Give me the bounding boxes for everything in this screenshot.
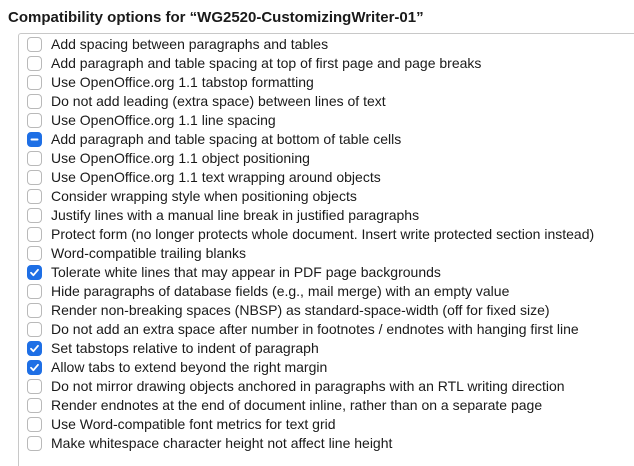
option-label: Render non-breaking spaces (NBSP) as standard-space-width (off for fixed size) [51, 302, 550, 318]
option-row[interactable] [19, 92, 634, 111]
option-row[interactable] [19, 263, 634, 282]
option-label: Do not add an extra space after number in footnotes / endnotes with hanging first line [51, 321, 579, 337]
option-label: Hide paragraphs of database fields (e.g., mail merge) with an empty value [51, 283, 510, 299]
option-row[interactable] [19, 111, 634, 130]
option-row[interactable] [19, 54, 634, 73]
option-row[interactable] [19, 168, 634, 187]
option-checkbox[interactable] [27, 113, 42, 128]
option-label: Do not mirror drawing objects anchored in paragraphs with an RTL writing direction [51, 378, 565, 394]
option-checkbox[interactable] [27, 417, 42, 432]
section-title: Compatibility options for “WG2520-CustomizingWriter-01” [8, 9, 424, 26]
option-checkbox[interactable] [27, 56, 42, 71]
option-checkbox[interactable] [27, 436, 42, 451]
option-label: Consider wrapping style when positioning objects [51, 188, 357, 204]
option-row[interactable] [19, 206, 634, 225]
option-checkbox-checked[interactable] [27, 360, 42, 375]
option-label: Use OpenOffice.org 1.1 object positioning [51, 150, 310, 166]
option-label: Add paragraph and table spacing at top of first page and page breaks [51, 55, 482, 71]
minus-icon [29, 134, 40, 145]
option-checkbox[interactable] [27, 151, 42, 166]
option-label: Tolerate white lines that may appear in PDF page backgrounds [51, 264, 441, 280]
option-checkbox[interactable] [27, 75, 42, 90]
option-checkbox-checked[interactable] [27, 341, 42, 356]
option-row[interactable] [19, 73, 634, 92]
option-checkbox[interactable] [27, 379, 42, 394]
option-row[interactable] [19, 358, 634, 377]
option-label: Add spacing between paragraphs and tables [51, 36, 329, 52]
option-row[interactable] [19, 301, 634, 320]
checkmark-icon [29, 362, 40, 373]
option-label: Use OpenOffice.org 1.1 line spacing [51, 112, 276, 128]
checkmark-icon [29, 267, 40, 278]
option-checkbox[interactable] [27, 189, 42, 204]
option-checkbox[interactable] [27, 246, 42, 261]
option-row[interactable] [19, 187, 634, 206]
option-row[interactable] [19, 339, 634, 358]
option-row[interactable] [19, 415, 634, 434]
option-row[interactable] [19, 282, 634, 301]
option-label: Protect form (no longer protects whole document. Insert write protected section instead) [51, 226, 595, 242]
option-checkbox[interactable] [27, 303, 42, 318]
option-checkbox-checked[interactable] [27, 265, 42, 280]
option-row[interactable] [19, 244, 634, 263]
option-label: Add paragraph and table spacing at bottom of table cells [51, 131, 402, 147]
option-checkbox-indeterminate[interactable] [27, 132, 42, 147]
option-row[interactable] [19, 377, 634, 396]
option-label: Make whitespace character height not affect line height [51, 435, 393, 451]
option-checkbox[interactable] [27, 398, 42, 413]
option-label: Use OpenOffice.org 1.1 tabstop formatting [51, 74, 314, 90]
options-list-box[interactable] [18, 33, 634, 466]
checkmark-icon [29, 343, 40, 354]
options-list [19, 35, 634, 453]
option-row[interactable] [19, 434, 634, 453]
option-checkbox[interactable] [27, 227, 42, 242]
option-row[interactable] [19, 130, 634, 149]
option-row[interactable] [19, 225, 634, 244]
option-label: Use Word-compatible font metrics for text grid [51, 416, 336, 432]
option-row[interactable] [19, 396, 634, 415]
option-checkbox[interactable] [27, 94, 42, 109]
option-label: Allow tabs to extend beyond the right margin [51, 359, 328, 375]
option-label: Do not add leading (extra space) between lines of text [51, 93, 386, 109]
option-checkbox[interactable] [27, 322, 42, 337]
option-checkbox[interactable] [27, 170, 42, 185]
option-checkbox[interactable] [27, 284, 42, 299]
option-label: Render endnotes at the end of document inline, rather than on a separate page [51, 397, 543, 413]
option-row[interactable] [19, 35, 634, 54]
option-label: Word-compatible trailing blanks [51, 245, 247, 261]
option-row[interactable] [19, 320, 634, 339]
option-label: Use OpenOffice.org 1.1 text wrapping around objects [51, 169, 381, 185]
option-label: Set tabstops relative to indent of paragraph [51, 340, 319, 356]
option-row[interactable] [19, 149, 634, 168]
option-checkbox[interactable] [27, 208, 42, 223]
option-label: Justify lines with a manual line break in justified paragraphs [51, 207, 420, 223]
option-checkbox[interactable] [27, 37, 42, 52]
